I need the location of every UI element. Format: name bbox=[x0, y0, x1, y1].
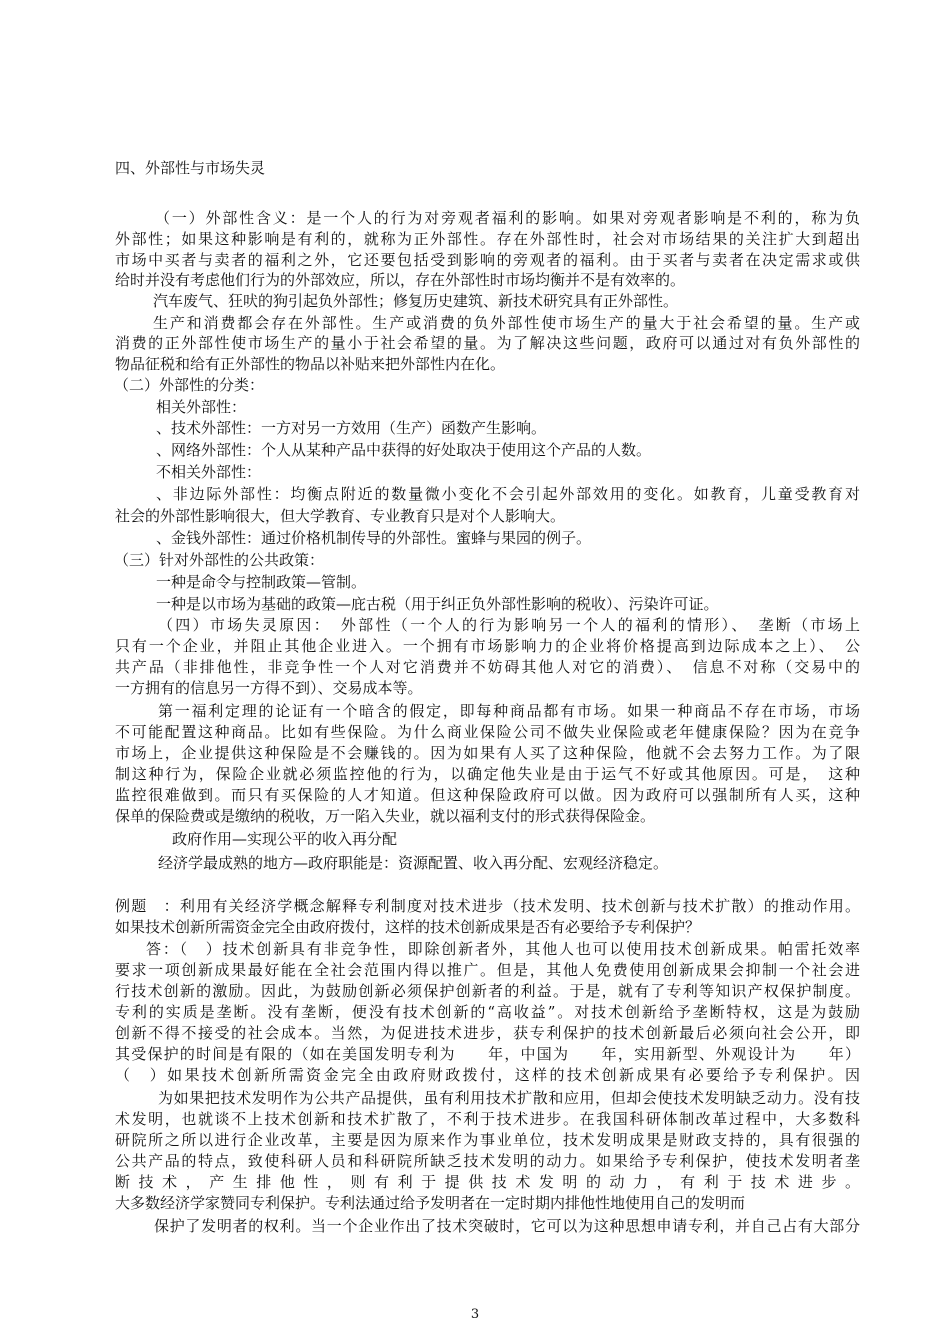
paragraph-line: 保单的保险费或是缴纳的税收，万一陷入失业，就以福利支付的形式获得保险金。 bbox=[115, 807, 656, 825]
list-item: 、金钱外部性：通过价格机制传导的外部性。蜜蜂与果园的例子。 bbox=[156, 529, 592, 547]
paragraph-line: 相关外部性： bbox=[156, 398, 247, 416]
paragraph-line: 不相关外部性： bbox=[156, 463, 262, 481]
paragraph-line: 物品征税和给有正外部性的物品以补贴来把外部性内在化。 bbox=[115, 355, 506, 373]
paragraph-line: 监控很难做到。而只有买保险的人才知道。但这种保险政府可以做。因为政府可以强制所有人买，这种 bbox=[115, 786, 860, 804]
answer-line: 为如果把技术发明作为公共产品提供，虽有利用技术扩散和应用，但却会使技术发明缺乏动力。没有技 bbox=[158, 1089, 860, 1107]
paragraph-line: 保护了发明者的权利。当一个企业作出了技术突破时，它可以为这种思想申请专利，并自己占有大部分 bbox=[154, 1217, 860, 1235]
paragraph-line: 一种是以市场为基础的政策—庇古税（用于纠正负外部性影响的税收）、污染许可证。 bbox=[156, 595, 719, 613]
paragraph-line: 第一福利定理的论证有一个暗含的假定，即每种商品都有市场。如果一种商品不存在市场，市场 bbox=[158, 702, 860, 720]
paragraph-line: 外部性；如果这种影响是有利的，就称为正外部性。存在外部性时，社会对市场结果的关注扩大到超出 bbox=[115, 230, 860, 248]
paragraph-line: 共产品（非排他性，非竞争性一个人对它消费并不妨碍其他人对它的消费）、 信息不对称（交易中的 bbox=[115, 658, 860, 676]
answer-line: 研院所之所以进行企业改革，主要是因为原来作为事业单位，技术发明成果是财政支持的，具有很强的 bbox=[115, 1131, 860, 1149]
answer-line: 行技术创新的激励。因此，为鼓励创新必须保护创新者的利益。于是，就有了专利等知识产权保护制度。 bbox=[115, 982, 860, 1000]
answer-line: 要求一项创新成果最好能在全社会范围内得以推广。但是，其他人免费使用创新成果会抑制一个社会进 bbox=[115, 961, 860, 979]
paragraph-line: （四）市场失灵原因： 外部性（一个人的行为影响另一个人的福利的情形）、 垄断（市场上 bbox=[158, 616, 860, 634]
paragraph-line: 经济学最成熟的地方—政府职能是：资源配置、收入再分配、宏观经济稳定。 bbox=[158, 854, 669, 872]
page-number: 3 bbox=[470, 1307, 480, 1322]
paragraph-line: 汽车废气、狂吠的狗引起负外部性；修复历史建筑、新技术研究具有正外部性。 bbox=[153, 292, 679, 310]
answer-line: 答：（ ）技术创新具有非竞争性，即除创新者外，其他人也可以使用技术创新成果。帕雷托效率 bbox=[146, 940, 860, 958]
paragraph-line: 市场上，企业提供这种保险是不会赚钱的。因为如果有人买了这种保险，他就不会去努力工作。为了限 bbox=[115, 744, 860, 762]
answer-line: 创新不得不接受的社会成本。当然，为促进技术进步，获专利保护的技术创新最后必须向社会公开，即 bbox=[115, 1024, 860, 1042]
list-item: 、技术外部性：一方对另一方效用（生产）函数产生影响。 bbox=[156, 419, 547, 437]
subheading: （二）外部性的分类： bbox=[114, 376, 265, 394]
paragraph-line: 给时并没有考虑他们行为的外部效应，所以，存在外部性时市场均衡并不是有效率的。 bbox=[115, 271, 686, 289]
paragraph-line: 消费的正外部性使市场生产的量小于社会希望的量。为了解决这些问题，政府可以通过对有负外部性的 bbox=[115, 334, 860, 352]
paragraph-line: 生产和消费都会存在外部性。生产或消费的负外部性使市场生产的量大于社会希望的量。生产或 bbox=[153, 314, 860, 332]
subheading: （三）针对外部性的公共政策： bbox=[114, 551, 325, 569]
paragraph-line: 社会的外部性影响很大，但大学教育、专业教育只是对个人影响大。 bbox=[115, 507, 566, 525]
paragraph-line: 政府作用—实现公平的收入再分配 bbox=[172, 830, 398, 848]
paragraph-line: 一方拥有的信息另一方得不到）、交易成本等。 bbox=[115, 679, 423, 697]
paragraph-line: 不可能配置这种商品。比如有些保险。为什么商业保险公司不做失业保险或老年健康保险？因为在竞争 bbox=[115, 723, 860, 741]
answer-line: 大多数经济学家赞同专利保护。专利法通过给予发明者在一定时期内排他性地使用自己的发明而 bbox=[115, 1194, 746, 1212]
answer-line: 其受保护的时间是有限的（如在美国发明专利为 年，中国为 年，实用新型、外观设计为 年） bbox=[115, 1045, 860, 1063]
paragraph-line: （一）外部性含义：是一个人的行为对旁观者福利的影响。如果对旁观者影响是不利的，称为负 bbox=[155, 209, 860, 227]
answer-line: 公共产品的特点，致使科研人员和科研院所缺乏技术发明的动力。如果给予专利保护，使技术发明者垄 bbox=[115, 1152, 860, 1170]
paragraph-line: 一种是命令与控制政策—管制。 bbox=[156, 573, 367, 591]
list-item: 、网络外部性：个人从某种产品中获得的好处取决于使用这个产品的人数。 bbox=[156, 441, 652, 459]
paragraph-line: 市场中买者与卖者的福利之外，它还要包括受到影响的旁观者的福利。由于买者与卖者在决定需求或供 bbox=[115, 251, 860, 269]
paragraph-line: 制这种行为，保险企业就必须监控他的行为，以确定他失业是由于运气不好或其他原因。可是， 这种 bbox=[115, 765, 860, 783]
section-heading: 四、外部性与市场失灵 bbox=[115, 159, 266, 177]
answer-line: 专利的实质是垄断。没有垄断，便没有技术创新的“高收益”。对技术创新给予垄断特权，这是为鼓励 bbox=[115, 1003, 860, 1021]
paragraph-line: 只有一个企业，并阻止其他企业进入。一个拥有市场影响力的企业将价格提高到边际成本之上）、 公 bbox=[115, 637, 860, 655]
example-question: 例题 ：利用有关经济学概念解释专利制度对技术进步（技术发明、技术创新与技术扩散）的推动作用。 bbox=[115, 897, 860, 915]
answer-line: 断技术，产生排他性，则有利于提供技术发明的动力，有利于技术进步。 bbox=[115, 1173, 860, 1191]
answer-line: （ ）如果技术创新所需资金完全由政府财政拨付，这样的技术创新成果有必要给予专利保护。因 bbox=[115, 1066, 860, 1084]
answer-line: 术发明，也就谈不上技术创新和技术扩散了，不利于技术进步。在我国科研体制改革过程中，大多数科 bbox=[115, 1110, 860, 1128]
example-question: 如果技术创新所需资金完全由政府拨付，这样的技术创新成果是否有必要给予专利保护？ bbox=[115, 918, 701, 936]
list-item: 、非边际外部性：均衡点附近的数量微小变化不会引起外部效用的变化。如教育，儿童受教育对 bbox=[156, 485, 860, 503]
